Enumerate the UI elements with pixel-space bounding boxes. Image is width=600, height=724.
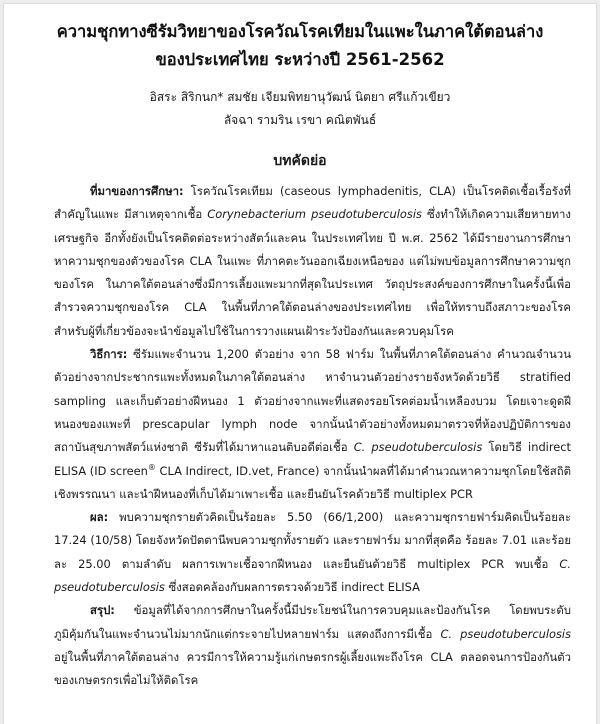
methods-text-1: ซีรัมแพะจำนวน 1,200 ตัวอย่าง จาก 58 ฟาร์ม ในพื้นที่ภาคใต้ตอนล่าง คำนวณจำนวนตัวอย่างจากประชากรแพะทั้งหมดในภาคใต้ตอนล่าง หาจำนวนตัวอย่างรายจังหวัดด้วยวิธี stratified sampling และเก็บตัวอย่างฝีหนอง 1 ตัวอย่างจากแพะที่แสดงรอยโรคต่อมน้ำเหลืองบวม โดยเจาะดูดฝีหนองของแพะที่ prescapular lymph node จากนั้นนำตัวอย่างทั้งหมดมาตรวจที่ห้องปฏิบัติการของสถาบันสุขภาพสัตว์แห่งชาติ ซีรัมที่ได้มาหาแอนติบอดีต่อเชื้อ (54, 347, 571, 455)
background-species-name: Corynebacterium pseudotuberculosis (207, 207, 422, 222)
methods-label: วิธีการ: (90, 347, 128, 362)
author-list (4, 86, 596, 132)
abstract-body (54, 180, 571, 693)
abstract-heading: บทคัดย่อ (273, 153, 327, 169)
registered-mark: ® (147, 462, 156, 472)
methods-text-2: โดยวิธี indirect ELISA (ID screen (54, 440, 572, 478)
background-text-2: ซึ่งทำให้เกิดความเสียหายทางเศรษฐกิจ อีกทั้งยังเป็นโรคติดต่อระหว่างสัตว์และคน ในประเทศไทย ปี พ.ศ. 2562 ได้มีรายงานการศึกษาหาความชุกของตัวของโรค CLA ในแพะ ที่ภาคตะวันออกเฉียงเหนือของ แต่ไม่พบข้อมูลการศึกษาความชุกของโรค ในภาคใต้ตอนล่างซึ่งมีการเลี้ยงแพะมากที่สุดในประเทศ วัตถุประสงค์ของการศึกษาในครั้งนี้เพื่อสำรวจความชุกของโรค CLA ในพื้นที่ภาคใต้ตอนล่างของประเทศไทย เพื่อให้ทราบถึงสภาวะของโรค สำหรับผู้ที่เกี่ยวข้องจะนำข้อมูลไปใช้ในการวางแผนเฝ้าระวังป้องกันและควบคุมโรค (54, 207, 571, 338)
conclusion-text-2: อยู่ในพื้นที่ภาคใต้ตอนล่าง ควรมีการให้ความรู้แก่เกษตรกรผู้เลี้ยงแพะถึงโรค CLA ตลอดจนการป้องกันตัวของเกษตรกรเพื่อไม่ให้ติดโรค (54, 649, 571, 688)
background-label: ที่มาของการศึกษา: (90, 184, 184, 198)
results-species-name: C. pseudotuberculosis (54, 556, 571, 595)
abstract-page (4, 4, 596, 724)
results-text-1: พบความชุกรายตัวคิดเป็นร้อยละ 5.50 (66/1,200) และความชุกรายฟาร์มคิดเป็นร้อยละ 17.24 (10/58) โดยจังหวัดปัตตานีพบความชุกทั้งรายตัว และรายฟาร์ม มากที่สุดคือ ร้อยละ 7.01 และร้อยละ 25.00 ตามลำดับ ผลการเพาะเชื้อจากฝีหนอง และยืนยันด้วยวิธี multiplex PCR พบเชื้อ (54, 510, 571, 571)
background-paragraph (54, 180, 571, 343)
conclusion-species-name: C. pseudotuberculosis (440, 626, 572, 641)
conclusion-label: สรุป: (90, 603, 115, 618)
conclusion-paragraph (54, 599, 571, 692)
paper-title-line-1: ความชุกทางซีรัมวิทยาของโรควัณโรคเทียมในแพะในภาคใต้ตอนล่าง (56, 22, 544, 41)
author-line-2: ลัจฉา รามริน เรขา คณิตพันธ์ (223, 113, 377, 127)
author-line-1: อิสระ สิริกนก* สมชัย เจียมพิทยานุวัฒน์ นิตยา ศรีแก้วเขียว (149, 90, 451, 104)
methods-text-3: CLA Indirect, ID.vet, France) จากนั้นนำผลที่ได้มาคำนวณหาความชุกโดยใช้สถิติเชิงพรรณนา และนำฝีหนองที่เก็บได้มาเพาะเชื้อ และยืนยันโรคด้วยวิธี multiplex PCR (54, 463, 571, 501)
paper-title-line-2: ของประเทศไทย ระหว่างปี 2561-2562 (155, 50, 445, 69)
results-text-2: ซึ่งสอดคล้องกับผลการตรวจด้วยวิธี indirect ELISA (164, 580, 420, 595)
background-text-1: โรควัณโรคเทียม (caseous lymphadenitis, CLA) เป็นโรคติดเชื้อเรื้อรังที่สำคัญในแพะ มีสาเหตุจากเชื้อ (54, 184, 571, 222)
conclusion-text-1: ข้อมูลที่ได้จากการศึกษาในครั้งนี้มีประโยชน์ในการควบคุมและป้องกันโรค โดยพบระดับภูมิคุ้มกันในแพะจำนวนไม่มากนักแต่กระจายไปหลายฟาร์ม แสดงถึงการมีเชื้อ (54, 603, 571, 641)
methods-paragraph (54, 343, 571, 506)
results-label: ผล: (90, 510, 109, 525)
methods-species-name: C. pseudotuberculosis (353, 440, 483, 455)
paper-title (34, 18, 566, 74)
results-paragraph (54, 506, 571, 599)
